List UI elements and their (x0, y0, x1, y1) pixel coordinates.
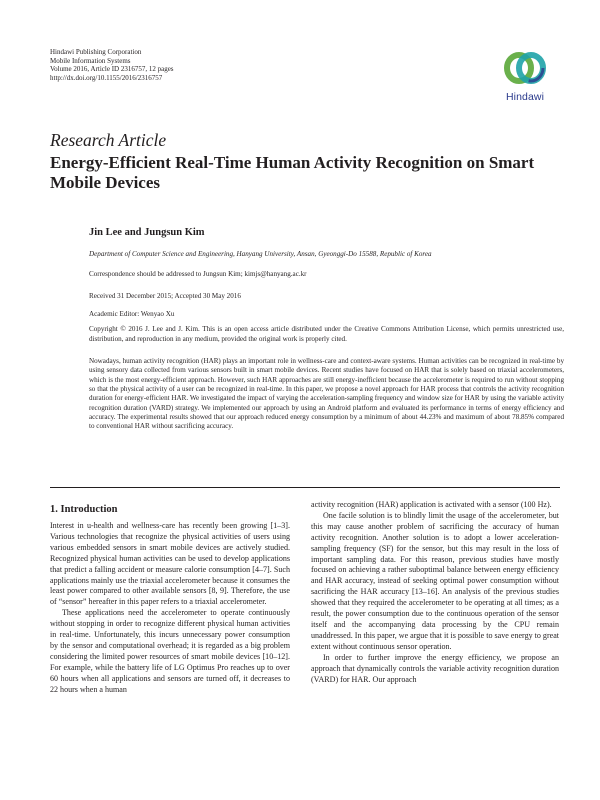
affiliation: Department of Computer Science and Engineering, Hanyang University, Ansan, Gyeonggi-Do 15588, Republic of Korea (89, 250, 432, 258)
paragraph: These applications need the accelerometer to operate continuously without stopping in order to recognize different physical human activities in real-time. Unfortunately, this incurs unnecessary power consumption by the sensor and computational overhead; it is regarded as a big problem considering the limited power resources of smart mobile devices [10–12]. For example, while the battery life of LG Optimus Pro reaches up to over 60 hours when all applications and sensors are turned off, it decreases to 22 hours when a human (50, 608, 290, 694)
section-divider (50, 487, 560, 488)
correspondence: Correspondence should be addressed to Jungsun Kim; kimjs@hanyang.ac.kr (89, 270, 307, 278)
copyright-notice: Copyright © 2016 J. Lee and J. Kim. This is an open access article distributed under the Creative Commons Attribution License, which permits unrestricted use, distribution, and reproduction in any medium, provided the original work is properly cited. (89, 325, 564, 343)
body-column-left (50, 521, 290, 696)
article-type: Research Article (50, 130, 167, 150)
volume-info: Volume 2016, Article ID 2316757, 12 pages (50, 65, 174, 74)
journal-name: Mobile Information Systems (50, 56, 131, 65)
paper-title: Energy-Efficient Real-Time Human Activity Recognition on Smart Mobile Devices (50, 153, 535, 192)
logo-text: Hindawi (505, 91, 545, 103)
abstract: Nowadays, human activity recognition (HAR) plays an important role in wellness-care and context-aware systems. Human activities can be recognized in real-time by using sensory data collected from various sensors built in smart mobile devices. Recent studies have focused on HAR that is solely based on triaxial accelerometers, which is the most energy-efficient approach. However, such HAR approaches are still energy-inefficient because the accelerometer is required to run without stopping so that the physical activity of a user can be recognized in real-time. In this paper, we propose a novel approach for HAR process that controls the activity recognition duration for energy-efficient HAR. We investigated the impact of varying the acceleration-sampling frequency and window size for HAR by using the variable activity recognition duration (VARD) strategy. We implemented our approach by using an Android platform and evaluated its performance in terms of energy efficiency and accuracy. The experimental results showed that our approach reduced energy consumption by a minimum of about 44.23% and maximum of about 78.85% compared to conventional HAR without sacrificing accuracy. (89, 357, 564, 431)
paragraph: In order to further improve the energy efficiency, we propose an approach that dynamically controls the variable activity recognition duration (VARD) for HAR. Our approach (311, 652, 559, 684)
publication-info (50, 48, 174, 82)
doi-link[interactable]: http://dx.doi.org/10.1155/2016/2316757 (50, 73, 163, 82)
authors: Jin Lee and Jungsun Kim (89, 227, 205, 238)
hindawi-logo-icon (502, 48, 548, 88)
section-heading: 1. Introduction (50, 504, 118, 515)
paragraph: One facile solution is to blindly limit the usage of the accelerometer, but this may cause another problem of sacrificing the accuracy of human activity recognition. Another solution is to adopt a lower acceleration-sampling frequency (SF) for the sensor, but this may result in the loss of important sampling data. For this reason, previous studies have mostly focused on achieving a rather suboptimal balance between energy efficiency and HAR accuracy, instead of seeking optimal power consumption without sacrificing the HAR accuracy [13–16]. An analysis of the previous studies showed that they required the accelerometer to be operating at all times; as a result, the power consumption due to the continuous operation of the sensor itself and the accompanying data processing by the CPU remain unaddressed. In this paper, we argue that it is possible to save energy to great extent without continuous sensor operation. (311, 510, 559, 651)
academic-editor: Academic Editor: Wenyao Xu (89, 310, 175, 318)
received-accepted-dates: Received 31 December 2015; Accepted 30 May 2016 (89, 292, 241, 300)
hindawi-logo (494, 48, 556, 106)
paragraph: Interest in u-health and wellness-care has recently been growing [1–3]. Various technologies that recognize the physical activities of users using various embedded sensors in smart mobile devices are actively studied. Recognized physical human activities can be used to develop applications that predict a falling accident or measure calorie consumption [4–7]. Such applications mainly use the triaxial accelerometer because it consumes the least power compared to other available sensors [8, 9]. Therefore, the use of “sensor” hereafter in this paper refers to a triaxial accelerometer. (50, 521, 290, 607)
publisher: Hindawi Publishing Corporation (50, 48, 142, 56)
body-column-right (311, 500, 559, 685)
paragraph: activity recognition (HAR) application is activated with a sensor (100 Hz). (311, 500, 552, 509)
